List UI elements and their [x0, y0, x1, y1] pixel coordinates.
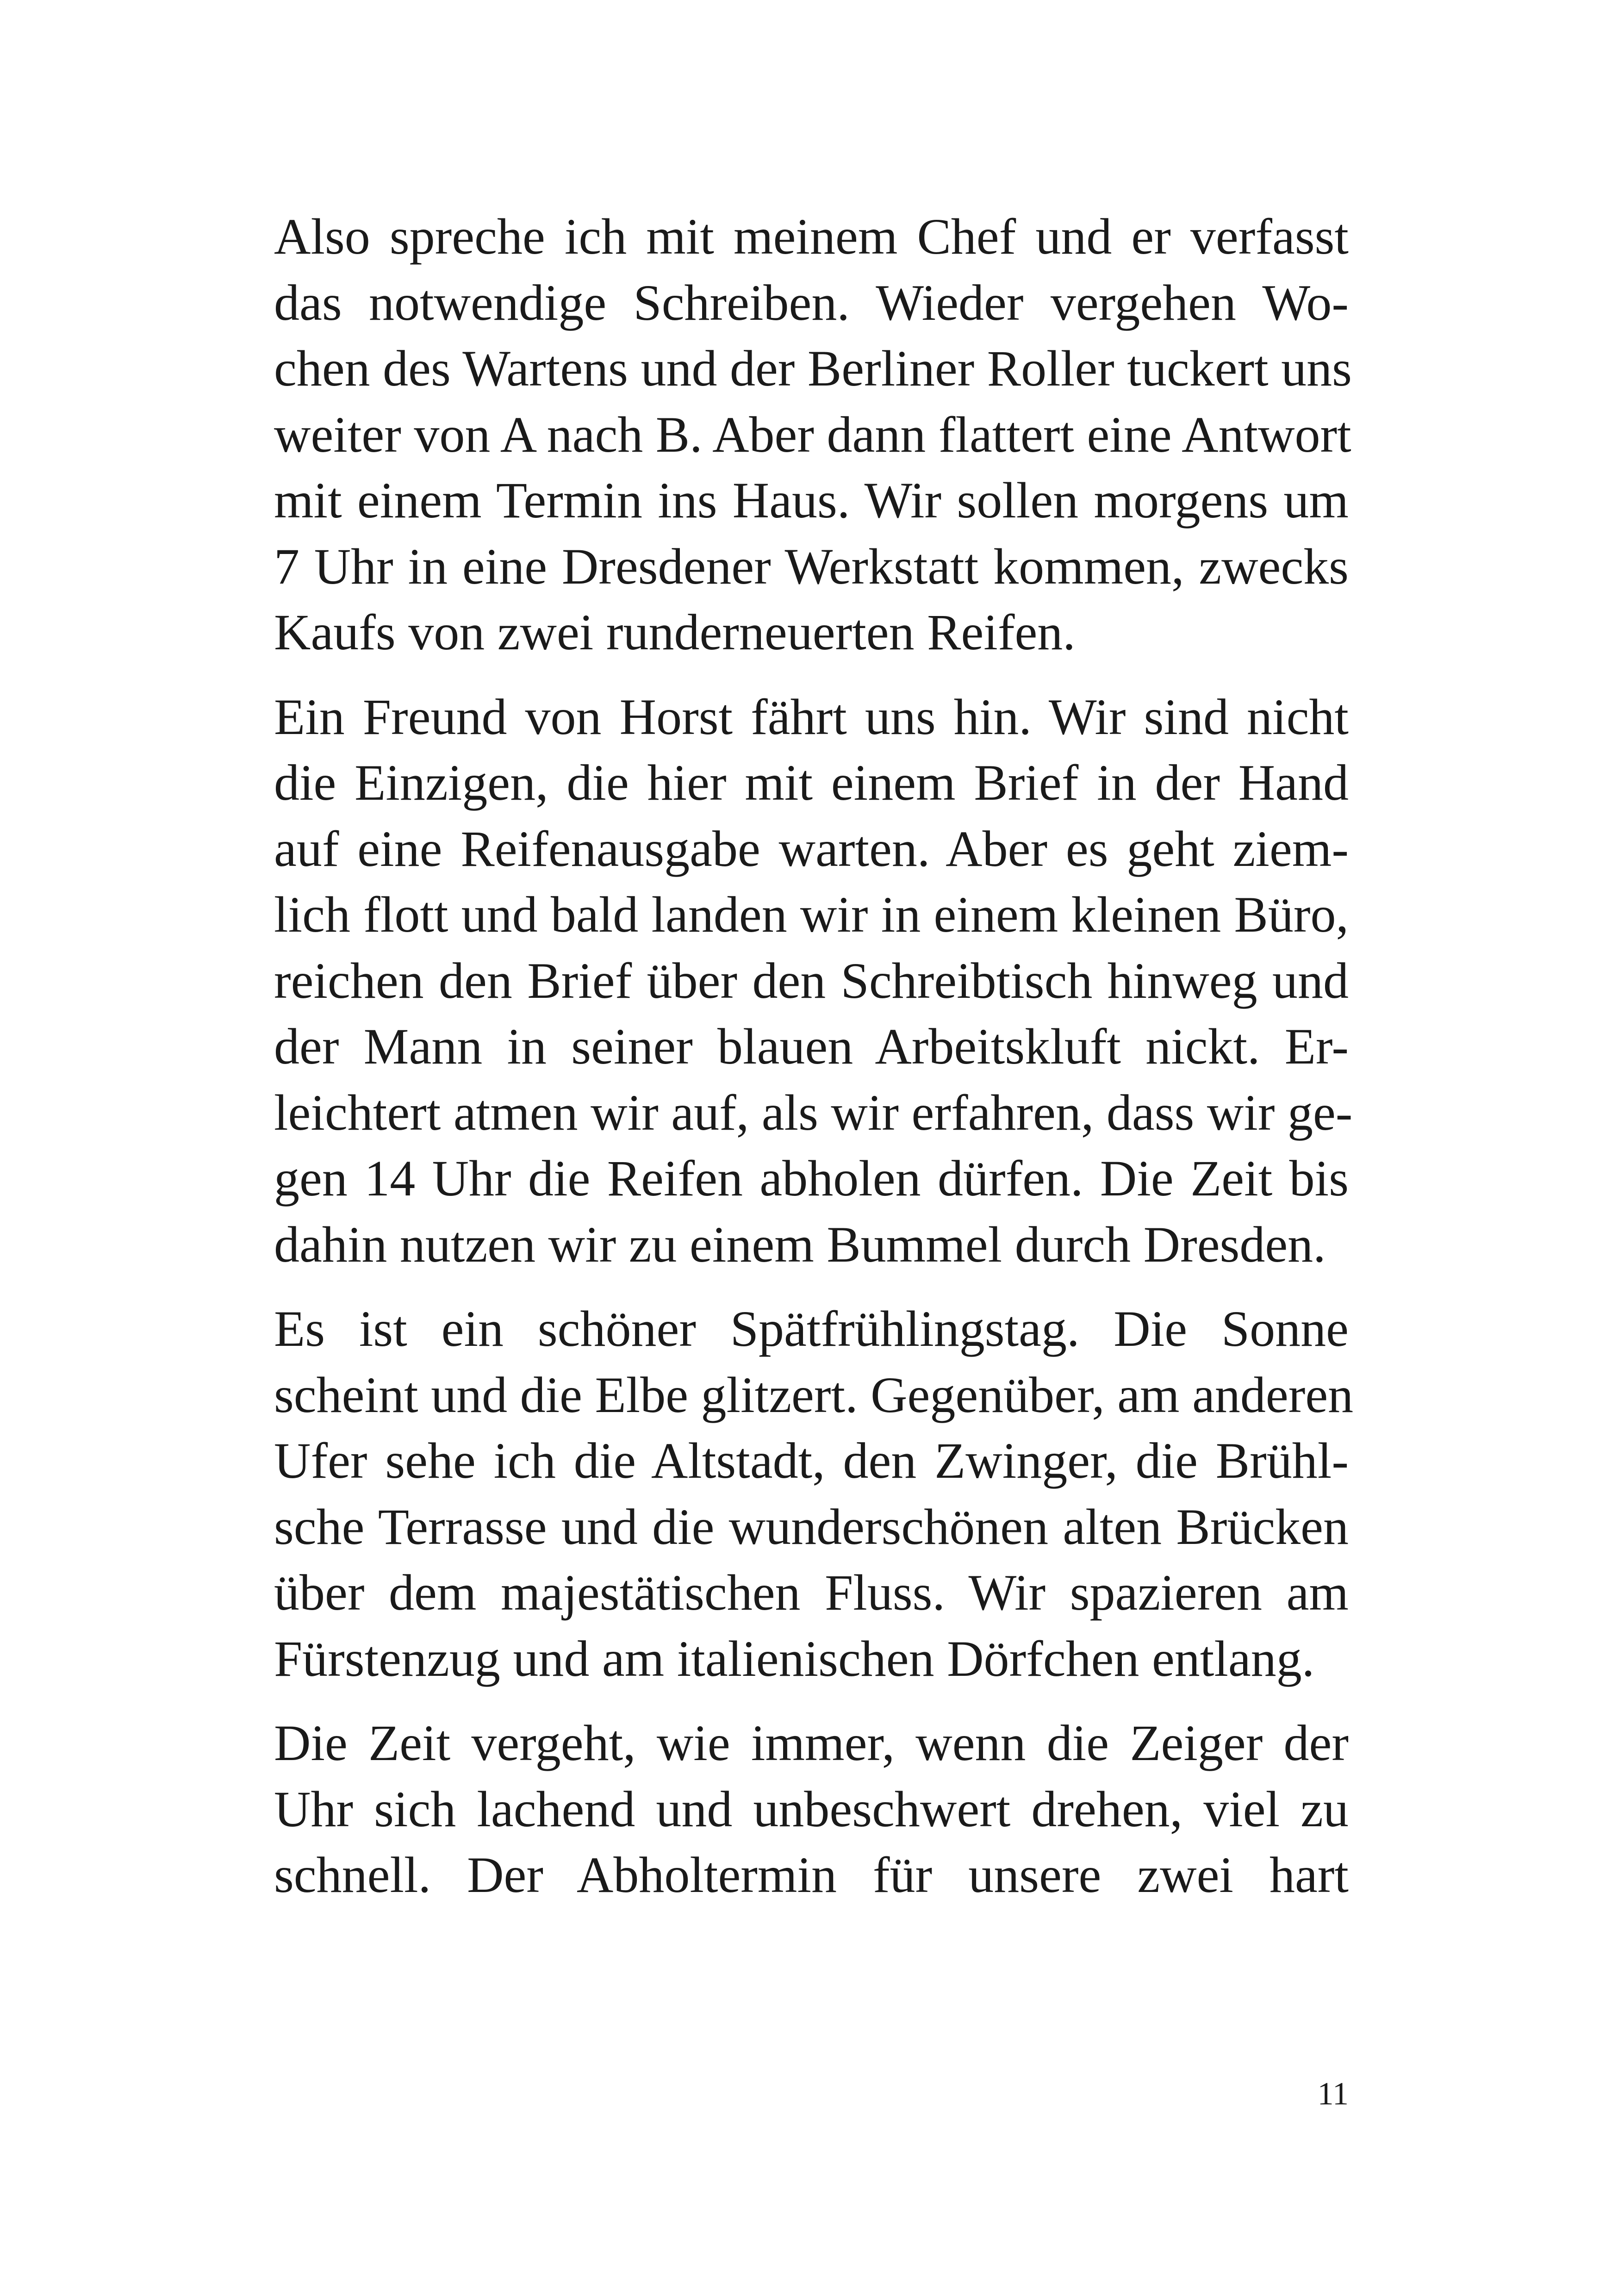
- text-line: über dem majestätischen Fluss. Wir spazieren am: [274, 1564, 1349, 1621]
- text-line: Die Zeit vergeht, wie immer, wenn die Zeiger der: [274, 1715, 1349, 1771]
- paragraph-2: [274, 684, 1353, 1278]
- text-line: scheint und die Elbe glitzert. Gegenüber, am anderen: [274, 1366, 1354, 1423]
- body-text: [274, 204, 1354, 1927]
- text-line: Es ist ein schöner Spätfrühlingstag. Die Sonne: [274, 1300, 1349, 1357]
- text-line: sche Terrasse und die wunderschönen alten Brücken: [274, 1498, 1349, 1555]
- text-line: reichen den Brief über den Schreibtisch hinweg und: [274, 952, 1349, 1009]
- page-number: 11: [1317, 2076, 1349, 2112]
- text-line: der Mann in seiner blauen Arbeitskluft nickt. Er-: [274, 1018, 1349, 1075]
- text-line: Ein Freund von Horst fährt uns hin. Wir sind nicht: [274, 688, 1349, 745]
- text-line: Also spreche ich mit meinem Chef und er verfasst: [274, 208, 1349, 265]
- text-line: die Einzigen, die hier mit einem Brief in der Hand: [274, 754, 1349, 811]
- text-line: schnell. Der Abholtermin für unsere zwei hart: [274, 1847, 1349, 1903]
- text-line: Ufer sehe ich die Altstadt, den Zwinger, die Brühl-: [274, 1432, 1349, 1489]
- paragraph-3: [274, 1296, 1354, 1692]
- paragraph-1: [274, 204, 1352, 666]
- text-line: das notwendige Schreiben. Wieder vergehen Wo-: [274, 274, 1349, 331]
- paragraph-4: [274, 1710, 1349, 1908]
- text-line: dahin nutzen wir zu einem Bummel durch Dresden.: [274, 1216, 1326, 1273]
- text-line: auf eine Reifenausgabe warten. Aber es geht ziem-: [274, 820, 1349, 877]
- text-line: weiter von A nach B. Aber dann flattert eine Antwort: [274, 406, 1351, 463]
- text-line: mit einem Termin ins Haus. Wir sollen morgens um: [274, 472, 1349, 529]
- text-line: Kaufs von zwei runderneuerten Reifen.: [274, 604, 1076, 660]
- text-line: chen des Wartens und der Berliner Roller tuckert uns: [274, 340, 1352, 397]
- text-line: leichtert atmen wir auf, als wir erfahren, dass wir ge-: [274, 1084, 1353, 1141]
- text-line: lich flott und bald landen wir in einem kleinen Büro,: [274, 886, 1349, 943]
- text-line: gen 14 Uhr die Reifen abholen dürfen. Die Zeit bis: [274, 1150, 1349, 1207]
- text-line: Fürstenzug und am italienischen Dörfchen entlang.: [274, 1630, 1315, 1687]
- text-line: 7 Uhr in eine Dresdener Werkstatt kommen, zwecks: [274, 538, 1349, 595]
- text-line: Uhr sich lachend und unbeschwert drehen, viel zu: [274, 1780, 1349, 1837]
